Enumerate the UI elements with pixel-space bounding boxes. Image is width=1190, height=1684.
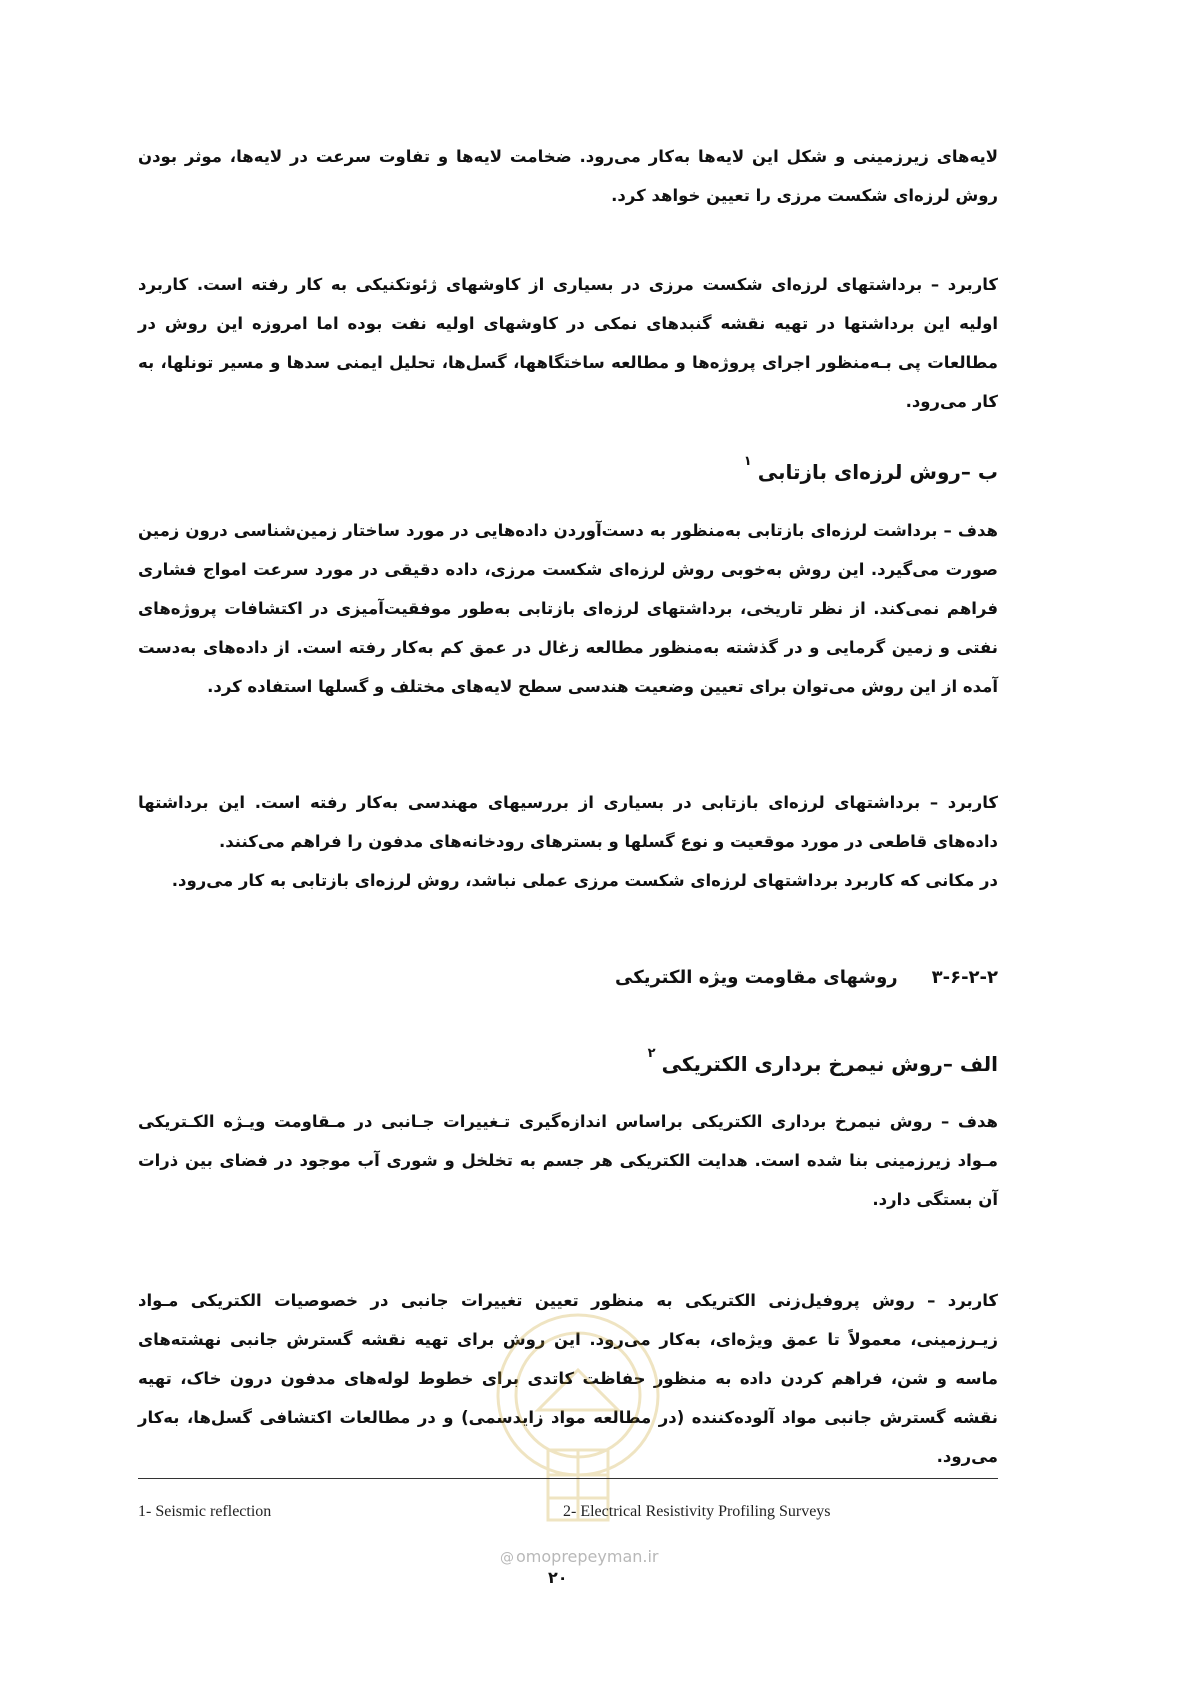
footnote-2: 2- Electrical Resistivity Profiling Surveys bbox=[563, 1503, 831, 1520]
paragraph-text: کاربرد – برداشتهای لرزه‌ای بازتابی در بسیاری از بررسیهای مهندسی به‌کار رفته است. این برداشتها داده‌های قاطعی در مورد موقعیت و نوع گسلها و بسترهای رودخانه‌های مدفون را فراهم می‌کنند. bbox=[138, 793, 998, 851]
paragraph-3 bbox=[138, 511, 998, 706]
at-sign-icon: @ bbox=[500, 1550, 514, 1566]
paragraph-text: کاربرد – برداشتهای لرزه‌ای شکست مرزی در بسیاری از کاوشهای ژئوتکنیکی به کار رفته است. کاربرد اولیه این برداشتها در تهیه نقشه گنبدهای نمکی در کاوشهای اولیه نفت بوده اما امروزه این روش در مطالعات پی بـه‌منظور اجرای پروژه‌ها و مطالعه ساختگاهها، گسل‌ها، تحلیل ایمنی سدها و مسیر تونلها، به کار می‌رود. bbox=[138, 275, 998, 411]
watermark-url-text: omoprepeyman.ir bbox=[516, 1547, 659, 1566]
footnote-marker: ۲ bbox=[647, 1046, 656, 1062]
section-heading bbox=[615, 967, 998, 988]
heading-seismic-reflection bbox=[743, 454, 998, 484]
footnote-divider bbox=[138, 1478, 998, 1479]
paragraph-4 bbox=[138, 783, 998, 900]
page-number: ۲۰ bbox=[548, 1568, 568, 1587]
section-number: ۳-۶-۲-۲ bbox=[931, 967, 998, 988]
paragraph-text: هدف – برداشت لرزه‌ای بازتابی به‌منظور به دست‌آوردن داده‌هایی در مورد ساختار زمین‌شناسی درون زمین صورت می‌گیرد. این روش به‌خوبی روش لرزه‌ای شکست مرزی، داده دقیقی در مورد سرعت امواج فشاری فراهم نمی‌کند. از نظر تاریخی، برداشتهای لرزه‌ای بازتابی به‌طور موفقیت‌آمیزی در اکتشافات پروژه‌های نفتی و زمین گرمایی و در گذشته به‌منظور مطالعه زغال در عمق کم به‌کار رفته است. از داده‌های به‌دست آمده از این روش می‌توان برای تعیین وضعیت هندسی سطح لایه‌های مختلف و گسلها استفاده کرد. bbox=[138, 521, 998, 696]
heading-text: الف –روش نیمرخ برداری الکتریکی bbox=[661, 1052, 998, 1076]
paragraph-2 bbox=[138, 265, 998, 421]
paragraph-text: در مکانی که کاربرد برداشتهای لرزه‌ای شکست مرزی عملی نباشد، روش لرزه‌ای بازتابی به کار می‌رود. bbox=[171, 871, 998, 890]
heading-electrical-profiling bbox=[647, 1046, 998, 1076]
paragraph-5 bbox=[138, 1102, 998, 1219]
paragraph-text: کاربرد – روش پروفیل‌زنی الکتریکی به منظور تعیین تغییرات جانبی در خصوصیات الکتریکی مـواد زیـرزمینی، معمولاً تا عمق ویژه‌ای، به‌کار می‌رود. این روش برای تهیه نقشه گسترش جانبی نهشته‌های ماسه و شن، فراهم کردن داده به منظور حفاظت کاتدی برای خطوط لوله‌های مدفون درون خاک، تهیه نقشه گسترش جانبی مواد آلوده‌کننده (در مطالعه مواد زایدسمی) و در مطالعات اکتشافی گسل‌ها، به‌کار می‌رود. bbox=[138, 1291, 998, 1466]
watermark-url bbox=[500, 1547, 659, 1566]
paragraph-text: لایه‌های زیرزمینی و شکل این لایه‌ها به‌کار می‌رود. ضخامت لایه‌ها و تفاوت سرعت در لایه‌ها، موثر بودن روش لرزه‌ای شکست مرزی را تعیین خواهد کرد. bbox=[138, 147, 998, 205]
heading-text: ب –روش لرزه‌ای بازتابی bbox=[757, 460, 998, 484]
paragraph-text: هدف – روش نیمرخ برداری الکتریکی براساس اندازه‌گیری تـغییرات جـانبی در مـقاومت ویـژه الکـتریکی مـواد زیرزمینی بنا شده است. هدایت الکتریکی هر جسم به تخلخل و شوری آب موجود در فضای بین ذرات آن بستگی دارد. bbox=[138, 1112, 998, 1209]
footnote-1: 1- Seismic reflection bbox=[138, 1503, 272, 1520]
paragraph-1 bbox=[138, 137, 998, 215]
footnote-marker: ۱ bbox=[743, 454, 752, 470]
section-title: روشهای مقاومت ویژه الکتریکی bbox=[615, 967, 898, 988]
